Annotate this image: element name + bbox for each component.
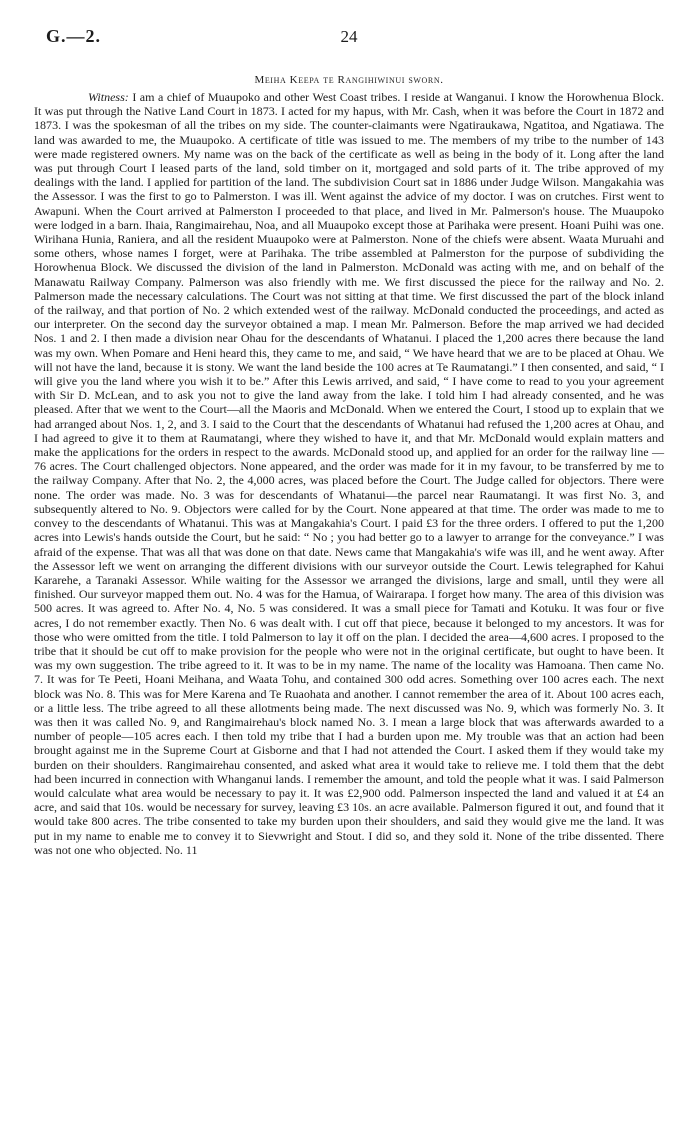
section-heading: Meiha Keepa te Rangihiwinui sworn. <box>254 74 444 86</box>
page-header <box>34 24 664 54</box>
page-code: G.—2. <box>46 26 102 46</box>
page-number: 24 <box>340 27 358 46</box>
witness-label: Witness: <box>88 90 129 104</box>
testimony-text: I am a chief of Muaupoko and other West Coast tribes. I reside at Wanganui. I know the Horowhenua Block. It was put through the Native Land Court in 1873. I acted for my hapus, with Mr. Cash, when it was before the Court in 1872 and 1873. I was the spokesman of all the tribes on my side. The counter-claimants were Ngatiraukawa, Ngatitoa, and Ngatiawa. The land was awarded to me, the Muaupoko. A certificate of title was issued to me. The members of my tribe to the number of 143 were made registered owners. My name was on the back of the certificate as well as being in the body of it. Long after the land was put through Court I leased parts of the land, sold timber on it, mortgaged and sold parts of it. The tribe approved of my dealings with the land. I applied for partition of the land. The subdivision Court sat in 1886 under Judge Wilson. Mangakahia was the Assessor. I was the first to go to Palmerston. I was ill. Went against the advice of my doctor. I was on crutches. First went to Awapuni. When the Court arrived at Palmerston I proceeded to that place, and lived in Mr. Palmerson's house. The Muaupoko were lodged in a barn. Ihaia, Rangimairehau, Noa, and all Muaupoko except those at Parihaka were present. Hoani Puihi was one. Wirihana Hunia, Raniera, and all the resident Muaupoko were at Palmerston. None of the chiefs were absent. Waata Muruahi and some others, whose names I forget, were at Parihaka. The tribe assembled at Palmerston for the purpose of subdividing the Horowhenua Block. We discussed the division of the land in Palmerston. McDonald was acting with me, and on behalf of the Manawatu Railway Company. Palmerson was also friendly with me. We first discussed the piece for the railway and No. 2. Palmerson made the necessary calculations. The Court was not sitting at that time. We first discussed the part of the block inland of the railway, and that portion of No. 2 which extended west of the railway. McDonald conducted the proceedings, and acted as our interpreter. On the second day the surveyor obtained a map. I mean Mr. Palmerson. Before the map arrived we had decided Nos. 1 and 2. I then made a division near Ohau for the descendants of Whatanui. I placed the 1,200 acres there because the land was my own. When Pomare and Heni heard this, they came to me, and said, “ We have heard that we are to be placed at Ohau. We will not have the land, because it is stony. We want the land beside the 100 acres at Te Raumatangi.” I then consented, and said, “ I will give you the land where you wish it to be.” After this Lewis arrived, and said, “ I have come to read to you your agreement with Sir D. McLean, and to ask you not to give the land away from the lake. I told him I had already consented, and he was pleased. After that we went to the Court—all the Maoris and McDonald. When we entered the Court, I stood up to explain that we had arranged about Nos. 1, 2, and 3. I said to the Court that the descendants of Whatanui had refused the 1,200 acres at Ohau, and I had agreed to give it to them at Raumatangi, where they wished to have it, and that Mr. McDonald would explain matters and make the applications for the orders in respect to the awards. McDonald stood up, and applied for an order for the railway line — 76 acres. The Court challenged objectors. None appeared, and the order was made for it in my favour, to be transferred by me to the railway Company. After that No. 2, the 4,000 acres, was placed before the Court. The Judge called for objectors. There were none. The order was made. No. 3 was for descendants of Whatanui—the parcel near Raumatangi. It was first No. 3, and subsequently altered to No. 9. Objectors were called for by the Court. None appeared at that time. The order was made to me to convey to the descendants of Whatanui. This was at Mangakahia's Court. I paid £3 for the three orders. I offered to put the 1,200 acres into Lewis's hands outside the Court, but he said: “ No ; you had better go to a lawyer to arrange for the conveyance.” I was afraid of the expense. That was all that was done on that date. News came that Mangakahia's wife was ill, and he went away. After the Assessor left we went on arranging the different divisions with our surveyor outside the Court. Lewis telegraphed for Kahui Kararehe, a Taranaki Assessor. While waiting for the Assessor we arranged the divisions, large and small, until they were all finished. Our surveyor mapped them out. No. 4 was for the Hamua, of Wairarapa. I forget how many. The area of this division was 500 acres. It was agreed to. After No. 4, No. 5 was considered. It was a small piece for Tamati and Kotuku. It was four or five acres, I do not remember exactly. Then No. 6 was dealt with. I cut off that piece, because it belonged to my ancestors. It was for those who were omitted from the title. I told Palmerson to lay it off on the plan. I decided the area—4,600 acres. I proposed to the tribe that it should be cut off to make provision for the people who were not in the original certificate, but ought to have been. It was my own suggestion. The tribe agreed to it. It was to be in my name. The name of the locality was Hamoana. Then came No. 7. It was for Te Peeti, Hoani Meihana, and Waata Tohu, and contained 300 odd acres. Something over 100 acres each. The next block was No. 8. This was for Mere Karena and Te Ruaohata and another. I cannot remember the area of it. About 100 acres each, or a little less. The tribe agreed to all these allotments being made. The next discussed was No. 9, which was formerly No. 3. It was then it was called No. 9, and Rangimairehau's block named No. 3. I mean a large block that was afterwards awarded to a number of people—105 acres each. I then told my tribe that I had a burden upon me. My trouble was that an action had been brought against me in the Supreme Court at Gisborne and that I had not attended the Court. I asked them if they would take my burden on their shoulders. Rangimairehau consented, and asked what area it would take to relieve me. I told them that the debt had been incurred in connection with Whanganui lands. I remember the amount, and told the people what it was. I said Palmerson would calculate what area would be necessary to pay it. It was £2,900 odd. Palmerson inspected the land and valued it at £4 an acre, and said that 10s. would be necessary for survey, leaving £3 10s. an acre available. Palmerson figured it out, and found that it would take 800 acres. The tribe consented to take my burden upon their shoulders, and said they would give me the land. It was put in my name to enable me to convey it to Sievwright and Stout. I did so, and they sold it. None of the tribe dissented. There was not one who objected. No. 11 <box>34 90 665 857</box>
testimony-body <box>34 90 664 857</box>
testimony-paragraph <box>34 90 664 857</box>
